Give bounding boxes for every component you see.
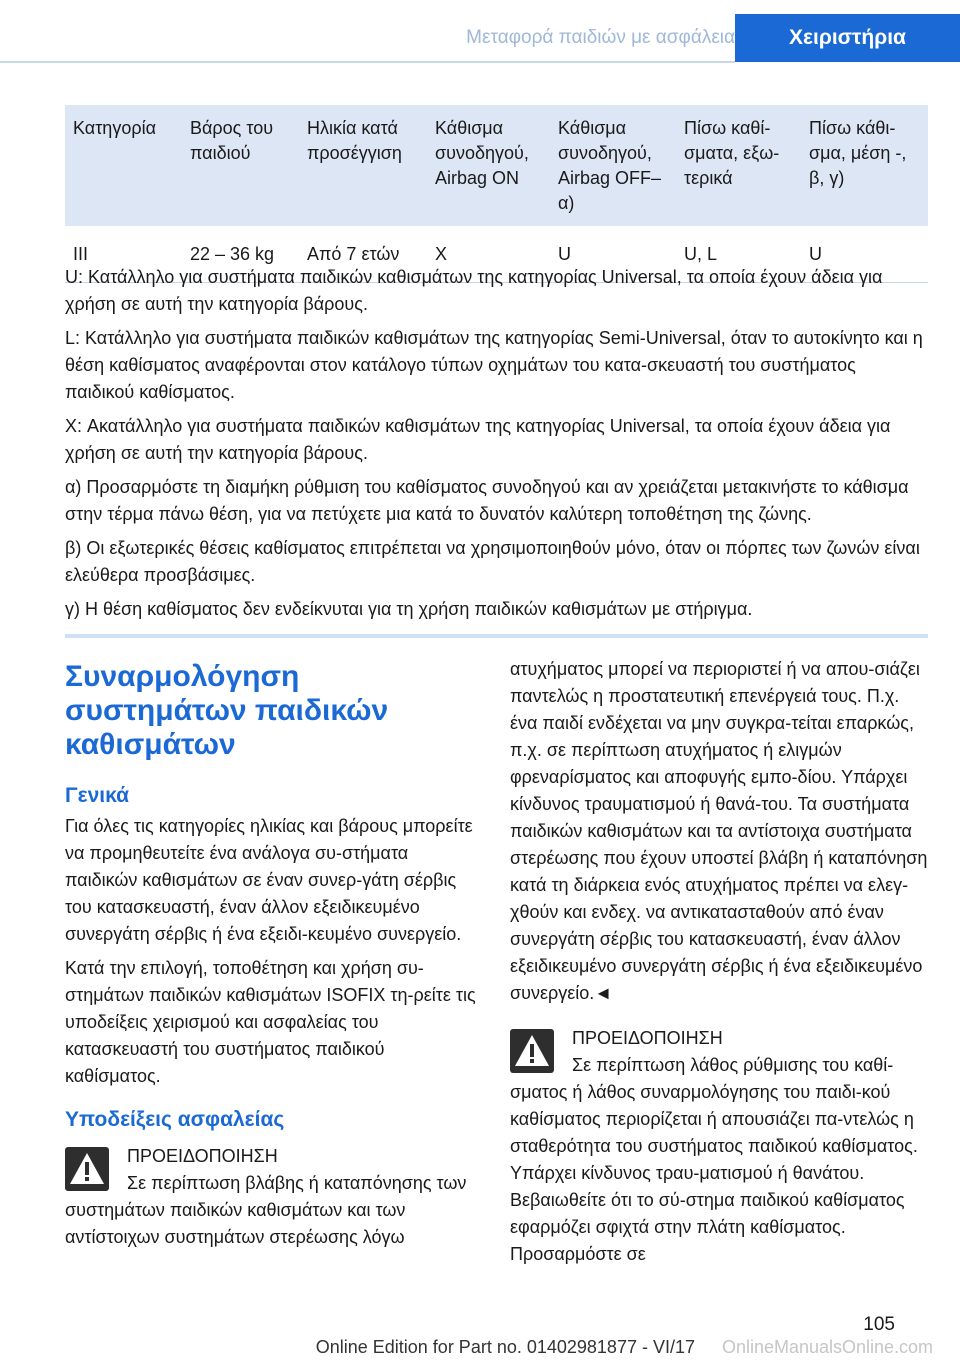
note-beta: β) Οι εξωτερικές θέσεις καθίσματος επιτρέπεται να χρησιμοποιηθούν μόνο, όταν οι πόρπες των ζωνών είναι ελεύθερα προσβάσιμες. — [65, 538, 920, 585]
table-header-cell: Κάθισμα συνοδηγού, Airbag OFF– α) — [550, 105, 676, 226]
table-cell: U — [550, 226, 676, 283]
table-header-cell: Κατηγορία — [65, 105, 182, 226]
right-column — [510, 656, 928, 1275]
warning-title: ΠΡΟΕΙΔΟΠΟΙΗΣΗ — [572, 1028, 723, 1048]
table-cell: U — [801, 226, 928, 283]
table-cell: Από 7 ετών — [299, 226, 427, 283]
note-gamma: γ) Η θέση καθίσματος δεν ενδείκνυται για τη χρήση παιδικών καθισμάτων με στήριγμα. — [65, 599, 753, 619]
page-number: 105 — [863, 1314, 895, 1335]
warning-title: ΠΡΟΕΙΔΟΠΟΙΗΣΗ — [127, 1146, 278, 1166]
warning-triangle-icon — [510, 1029, 554, 1073]
general-paragraph-1: Για όλες τις κατηγορίες ηλικίας και βάρους μπορείτε να προμηθευτείτε ένα ανάλογα συ-στήματα παιδικών καθισμάτων σε έναν συνερ-γάτη σέρβις του κατασκευαστή, έναν άλλον εξειδικευμένο συνεργάτη σέρβις ή ένα εξειδι-κευμένο συνεργείο. — [65, 816, 473, 944]
child-seat-table — [65, 105, 928, 283]
page-header — [0, 0, 960, 62]
chapter-tab[interactable]: Χειριστήρια — [735, 14, 960, 62]
warning-text: Σε περίπτωση βλάβης ή καταπόνησης των συστημάτων παιδικών καθισμάτων και των αντίστοιχων συστημάτων στερέωσης λόγω — [65, 1173, 467, 1247]
right-paragraph: ατυχήματος μπορεί να περιοριστεί ή να απου-σιάζει παντελώς η προστατευτική επενέργειά τους. Π.χ. ένα παιδί ενδέχεται να μην συγκρα-τείται επαρκώς, π.χ. σε περίπτωση ατυχήματος ή ελιγμών φρεναρίσματος και αποφυγής εμπο-δίου. Υπάρχει κίνδυνος τραυματισμού ή θανά-του. Τα συστήματα παιδικών καθισμάτων και τα αντίστοιχα συστήματα στερέωσης που έχουν υποστεί βλάβη ή καταπόνηση κατά τη διάρκεια ενός ατυχήματος πρέπει να ελεγ-χθούν και ενδεχ. να αντικατασταθούν από έναν συνεργάτη σέρβις του κατασκευαστή, έναν άλλον εξειδικευμένο συνεργάτη σέρβις ή ένα εξειδικευμένο συνεργείο.◄ — [510, 659, 928, 1003]
table-header-cell: Πίσω κάθι-σμα, μέση -, β, γ) — [801, 105, 928, 226]
table-header-cell: Κάθισμα συνοδηγού, Airbag ON — [427, 105, 550, 226]
general-heading: Γενικά — [65, 784, 130, 807]
section-title: Συναρμολόγηση συστημάτων παιδικών καθισμάτων — [65, 660, 389, 761]
safety-heading: Υποδείξεις ασφαλείας — [65, 1108, 285, 1131]
note-u: U: Κατάλληλο για συστήματα παιδικών καθισμάτων της κατηγορίας Universal, τα οποία έχουν άδεια για χρήση σε αυτή την κατηγορία βάρους. — [65, 267, 883, 314]
table-header-row — [65, 105, 928, 226]
edition-note: Online Edition for Part no. 01402981877 - VI/17 — [265, 1333, 695, 1362]
note-l: L: Κατάλληλο για συστήματα παιδικών καθισμάτων της κατηγορίας Semi-Universal, όταν το αυτοκίνητο και η θέση καθίσματος αναφέρονται στον κατάλογο τύπων οχημάτων του κατα-σκευαστή του συστήματος παιδικού καθίσματος. — [65, 328, 923, 402]
table-cell: III — [65, 226, 182, 283]
section-divider — [65, 634, 928, 638]
general-paragraph-2: Κατά την επιλογή, τοποθέτηση και χρήση συ-στημάτων παιδικών καθισμάτων ISOFIX τη-ρείτε τις υποδείξεις χειρισμού και ασφαλείας του κατασκευαστή του συστήματος παιδικού καθίσματος. — [65, 958, 476, 1086]
table-cell: X — [427, 226, 550, 283]
watermark-brand[interactable]: OnlineManualsOnline.com — [721, 1337, 934, 1357]
table-cell: 22 – 36 kg — [182, 226, 299, 283]
table-header-cell: Ηλικία κατά προσέγγιση — [299, 105, 427, 226]
warning-text: Σε περίπτωση λάθος ρύθμισης του καθί-σματος ή λάθος συναρμολόγησης του παιδι-κού καθίσματος περιορίζεται ή απουσιάζει πα-ντελώς η σταθερότητα του συστήματος παιδικού καθίσματος. Υπάρχει κίνδυνος τραυ-ματισμού ή θανάτου. Βεβαιωθείτε ότι το σύ-στημα παιδικού καθίσματος εφαρμόζει σφιχτά στην πλάτη καθίσματος. Προσαρμόστε σε — [510, 1055, 918, 1264]
table-header-cell: Πίσω καθί-σματα, εξω-τερικά — [676, 105, 801, 226]
table-header-cell: Βάρος του παιδιού — [182, 105, 299, 226]
warning-block-1 — [65, 1143, 480, 1251]
note-x: X: Ακατάλληλο για συστήματα παιδικών καθισμάτων της κατηγορίας Universal, τα οποία έχουν άδεια για χρήση σε αυτή την κατηγορία βάρους. — [65, 416, 891, 463]
breadcrumb[interactable]: Μεταφορά παιδιών με ασφάλεια — [466, 27, 735, 48]
table-cell: U, L — [676, 226, 801, 283]
table-notes — [65, 264, 928, 630]
header-rule — [0, 61, 735, 63]
warning-triangle-icon — [65, 1147, 109, 1191]
note-alpha: α) Προσαρμόστε τη διαμήκη ρύθμιση του καθίσματος συνοδηγού και αν χρειάζεται μετακινήστε το κάθισμα στην τέρμα πάνω θέση, για να πετύχετε μια κατά το δυνατόν καλύτερη τοποθέτηση της ζώνης. — [65, 477, 909, 524]
warning-block-2 — [510, 1025, 928, 1268]
left-column — [65, 660, 480, 1258]
